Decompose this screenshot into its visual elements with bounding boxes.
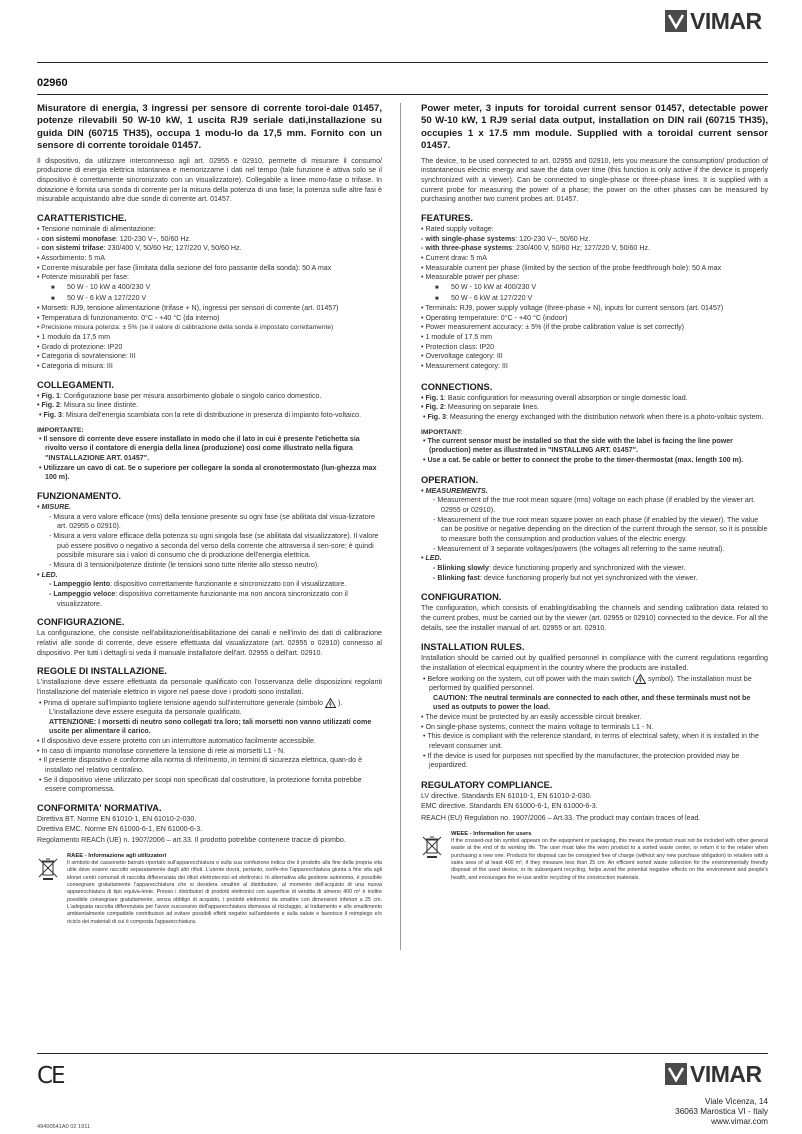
footer-rule: [37, 1053, 768, 1054]
char-item: - con sistemi monofase: 120-230 V~, 50/60 Hz.: [37, 234, 191, 243]
led-item: - Lampeggio veloce: dispositivo correttamente funzionante ma non ancora sincronizzato con il visualizzatore.: [49, 589, 348, 608]
website-link[interactable]: www.vimar.com: [711, 1117, 768, 1126]
feature-item: • 1 module of 17.5 mm: [421, 333, 493, 342]
collegamenti-item: • Fig. 1: Configurazione base per misura assorbimento globale o singolo carico domestico.: [37, 391, 322, 400]
regole-item: • Se il dispositivo viene utilizzato per scopi non specificati dal costruttore, la protezione fornita potrebbe essere compromessa.: [39, 775, 362, 794]
collegamenti-heading: COLLEGAMENTI.: [37, 379, 114, 390]
collegamenti-item: • Fig. 2: Misura su linee distinte.: [37, 401, 139, 410]
installation-rule-item: • This device is compliant with the reference standard, in terms of electrical safety, when it is installed in the relevant consumer unit.: [423, 732, 759, 750]
feature-item: • Power measurement accuracy: ± 5% (if the probe calibration value is set correctly): [421, 323, 685, 332]
header-rule: [37, 62, 768, 63]
char-item: • Potenze misurabili per fase:: [37, 273, 129, 282]
italian-title: Misuratore di energia, 3 ingressi per sensore di corrente toroi-dale 01457, potenze rilevabili 50 W-10 kW, 1 uscita RJ9 seriale dati,installazione su guida DIN (60715 TH35), occupa 1 modu-lo da 17,5 mm. Fornito con un sensore di corrente toroidale 01457.: [37, 103, 382, 152]
feature-item: • Terminals: RJ9, power supply voltage (three-phase + N), inputs for current sensors (art. 01457): [421, 304, 724, 313]
ce-mark: CE: [37, 1063, 64, 1089]
measurements-item: - Measurement of the true root mean square (rms) voltage on each phase (if enabled by the viewer art. 02955 or 02910).: [433, 496, 756, 514]
regulatory-item: EMC directive. Standards EN 61000-6-1, EN 61000-6-3.: [421, 801, 598, 810]
installation-rule-item: • On single-phase systems, connect the mains voltage to terminals L1 - N.: [421, 722, 654, 731]
char-item: • Categoria di sovratensione: III: [37, 352, 136, 361]
regole-note: L'installazione deve essere eseguita da personale qualificato.: [49, 708, 242, 717]
raee-block: [37, 853, 382, 926]
operation-heading: OPERATION.: [421, 474, 479, 485]
vimar-logo-icon: [665, 10, 687, 32]
char-item: • Grado di protezione: IP20: [37, 342, 123, 351]
vimar-logo-icon: [665, 1063, 687, 1085]
feature-item: - with single-phase systems: 120-230 V~, 50/60 Hz.: [421, 234, 591, 243]
misure-item: - Misura a vero valore efficace della potenza su ogni singola fase (se abilitata dal visualizzatore). Il valore può essere positivo o negativo a seconda del verso della corrente che attraversa il sen-sore; è quindi possibile misurare sia i valori di consumo che di produzione dell'energia elettrica.: [49, 531, 379, 560]
footer-brand-name: VIMAR: [690, 1061, 762, 1087]
char-item: • Categoria di misura: III: [37, 362, 113, 371]
regulatory-item: REACH (EU) Regulation no. 1907/2006 – Art.33. The product may contain traces of lead.: [421, 814, 701, 823]
misure-item: - Misura di 3 tensioni/potenze distinte (le tensioni sono tutte riferite allo stesso neutro).: [49, 560, 320, 569]
char-power-item: ■ 50 W - 10 kW a 400/230 V: [37, 283, 382, 294]
weee-block: [421, 831, 768, 882]
feature-power-item: ■ 50 W - 10 kW at 400/230 V: [421, 283, 768, 294]
char-item: • Precisione misura potenza: ± 5% (se il valore di calibrazione della sonda è impostato correttamente): [37, 324, 334, 332]
funzionamento-heading: FUNZIONAMENTO.: [37, 491, 122, 501]
led-heading: • LED.: [421, 554, 442, 563]
led-item: - Lampeggio lento: dispositivo correttamente funzionante e sincronizzato con il visualizzatore.: [49, 580, 347, 589]
configurazione-text: La configurazione, che consiste nell'abilitazione/disabilitazione dei canali e nell'invio dei dati di calibrazione relativi alle sonde di corrente, deve essere effettuata dal visualizzatore (art. 02955 o 02910) connesso al dispositivo. Per tutti i dettagli si veda il manuale installatore dell'art. 02955 o dell'art. 02910.: [37, 629, 382, 657]
importante-item: • Utilizzare un cavo di cat. 5e o superiore per collegare la sonda al cronotermostato (lun-ghezza max 100 m).: [39, 463, 377, 482]
conformita-item: Direttiva EMC. Norme EN 61000-6-1, EN 61000-6-3.: [37, 824, 203, 833]
configurazione-heading: CONFIGURAZIONE.: [37, 617, 125, 628]
misure-heading: • MISURE.: [37, 503, 72, 511]
feature-item: • Measurement category: III: [421, 362, 508, 371]
important-item: • The current sensor must be installed so that the side with the label is facing the line power (production) meter as illustrated in "INSTALLING ART. 01457".: [423, 436, 733, 455]
weee-heading: WEEE - Information for users: [451, 830, 532, 837]
raee-text: Il simbolo del cassonetto barrato riportato sull'apparecchiatura o sulla sua confezione indica che il prodotto alla fine della propria vita utile deve essere raccolto separatamente dagli altri rifiuti. L'utente dovrà, pertanto, confe-rire l'apparecchiatura giunta a fine vita agli idonei centri comunali di raccolta differenziata dei rifiuti elettrotecnici ed elettronici. In alternativa alla gestione autonoma, è possibile consegnare gratuitamente l'apparecchiatura che si desidera smaltire al distributore, al momento dell'acquisto di una nuova apparecchiatura di tipo equiva-lente. Presso i distributori di prodotti elettronici con superficie di vendita di almeno 400 m² è inoltre possibile consegnare gratuitamente, senza obbligo di acquisto, i prodotti elettronici da smaltire con dimensioni inferiori a 25 cm. L'adeguata raccolta differenziata per l'avvio successivo dell'apparecchiatura dismessa al riciclaggio, al trattamento e allo smaltimento ambientalmente compatibile contribuisce ad evitare possibili effetti negativi sull'ambiente e sulla salute e favorisce il reimpiego e/o riciclo dei materiali di cui è composta l'apparecchiatura.: [67, 859, 382, 925]
crossed-bin-icon: [421, 831, 451, 882]
code-rule: [37, 94, 768, 95]
measurements-item: - Measurement of 3 separate voltages/powers (the voltages all referring to the same neutral).: [433, 544, 725, 553]
regulatory-heading: REGULATORY COMPLIANCE.: [421, 779, 553, 790]
company-address: [675, 1097, 768, 1127]
installation-rule-item: • Before working on the system, cut off power with the main switch ( symbol). The installation must be performed by qualified personnel.: [423, 674, 752, 693]
measurements-heading: • MEASUREMENTS.: [421, 486, 488, 495]
regulatory-item: LV directive. Standards EN 61010-1, EN 61010-2-030.: [421, 791, 592, 800]
warning-icon: [635, 674, 646, 684]
crossed-bin-icon: [37, 853, 67, 926]
regole-attenzione: ATTENZIONE: I morsetti di neutro sono collegati tra loro; tali morsetti non vanno utilizzati come uscite per alimentare il carico.: [49, 717, 372, 736]
document-id: 49400541A0 02 1911: [37, 1124, 91, 1130]
column-divider: [400, 103, 401, 950]
connections-item: • Fig. 1: Basic configuration for measuring overall absorption or single domestic load.: [421, 393, 688, 402]
feature-item: • Measurable power per phase:: [421, 273, 520, 282]
measurements-item: - Measurement of the true root mean square power on each phase (if enabled by the viewer). The value can be positive or negative depending on the direction of the current through the sensor, so it is possible to measure both the consumption and production values of the electric energy.: [433, 515, 768, 543]
address-line-2: 36063 Marostica VI - Italy: [675, 1107, 768, 1116]
configuration-text: The configuration, which consists of enabling/disabling the channels and sending calibration data related to the current probes, must be carried out by the viewer (art. 02955 or 02910) connected to the device. For all the details, see the installer manual of art. 02955 or art. 02910.: [421, 604, 768, 632]
caratteristiche-heading: CARATTERISTICHE.: [37, 212, 127, 223]
installation-rule-item: • The device must be protected by an easily accessible circuit breaker.: [421, 713, 642, 722]
brand-logo: [665, 10, 762, 32]
char-item: • 1 modulo da 17,5 mm: [37, 333, 111, 342]
led-item: - Blinking slowly: device functioning properly and synchronized with the viewer.: [433, 563, 686, 572]
features-heading: FEATURES.: [421, 212, 473, 223]
feature-item: • Measurable current per phase (limited by the section of the probe feedthrough hole): 50 A max: [421, 263, 722, 272]
installation-rule-item: • If the device is used for purposes not specified by the manufacturer, the protection provided may be jeopardized.: [423, 751, 740, 770]
char-item: • Assorbimento: 5 mA: [37, 253, 105, 262]
led-heading: • LED.: [37, 570, 58, 579]
feature-item: • Overvoltage category: III: [421, 352, 503, 361]
italian-intro: Il dispositivo, da utilizzare interconnesso agli art. 02955 e 02910, permette di misurare il consumo/ produzione di energia elettrica istantanea e memorizzame i dati nel tempo (tale funzione è attiva solo se il dispositivo è correttamente sincronizzato con un visualizzatore). Collegabile a linee mono-fase o trifase. In dotazione è fornita una sonda di corrente per la misura della potenza di una fase; la potenza sulle altre fasi è misurabile acquistando altre due sonde di corrente art. 01457.: [37, 156, 382, 204]
regole-item: • Il presente dispositivo è conforme alla norma di riferimento, in termini di sicurezza elettrica, quan-do è installato nel relativo centralino.: [39, 756, 363, 774]
regole-item: • Il dispositivo deve essere protetto con un interruttore automatico facilmente accessibile.: [37, 737, 316, 745]
installation-rules-heading: INSTALLATION RULES.: [421, 642, 525, 653]
italian-column: [37, 103, 382, 926]
english-column: [421, 103, 768, 882]
warning-icon: [325, 698, 336, 708]
english-title: Power meter, 3 inputs for toroidal current sensor 01457, detectable power 50 W-10 kW, 1 RJ9 serial data output, installation on DIN rail (60715 TH35), occupies 1 x 17.5 mm module. Supplied with a toroidal current sensor 01457.: [421, 103, 768, 152]
configuration-heading: CONFIGURATION.: [421, 592, 502, 603]
char-item: • Tensione nominale di alimentazione:: [37, 224, 156, 233]
connections-heading: CONNECTIONS.: [421, 381, 493, 392]
importante-heading: IMPORTANTE:: [37, 426, 84, 434]
misure-item: - Misura a vero valore efficace (rms) della tensione presente su ogni fase (se abilitata dal visua-lizzatore art. 02955 o 02910).: [49, 512, 375, 531]
char-item: • Corrente misurabile per fase (limitata dalla sezione del foro passante della sonda): 50 A max: [37, 263, 332, 272]
led-item: - Blinking fast: device functioning properly but not yet synchronized with the viewer.: [433, 573, 698, 582]
installation-caution: CAUTION: The neutral terminals are connected to each other, and these terminals must not be used as outputs to power the load.: [433, 693, 751, 712]
feature-item: • Rated supply voltage:: [421, 224, 494, 233]
product-code: 02960: [37, 77, 68, 89]
connections-item: • Fig. 3: Measuring the energy exchanged with the distribution network when there is a photo-voltaic system.: [423, 413, 764, 422]
feature-item: • Protection class: IP20: [421, 342, 495, 351]
installation-rules-intro: Installation should be carried out by qualified personnel in compliance with the current regulations regarding the installation of electrical equipment in the country where the products are installed.: [421, 654, 768, 672]
important-heading: IMPORTANT:: [421, 428, 463, 436]
collegamenti-item: • Fig. 3: Misura dell'energia scambiata con la rete di distribuzione in presenza di impianto foto-voltaico.: [39, 411, 362, 420]
regole-heading: REGOLE DI INSTALLAZIONE.: [37, 666, 167, 677]
regole-item: • In caso di impianto monofase connettere la tensione di rete ai morsetti L1 - N.: [37, 746, 286, 755]
footer-brand-logo: [665, 1063, 762, 1085]
char-item: - con sistemi trifase: 230/400 V, 50/60 Hz; 127/220 V, 50/60 Hz.: [37, 244, 242, 253]
regole-item: • Prima di operare sull'impianto togliere tensione agendo sull'interruttore generale (simbolo ).: [39, 698, 343, 707]
conformita-heading: CONFORMITA' NORMATIVA.: [37, 802, 162, 813]
weee-text: If the crossed-out bin symbol appears on the equipment or packaging, this means the product must not be included with other general waste at the end of its working life. The user must take the worn product to a sorted waste center, or return it to the retailer when purchasing a new one. Products for disposal can be consigned free of charge (without any new purchase obligation) to retailers with a sales area of at least 400 m², if they measure less than 25 cm. An efficient sorted waste collection for the environmentally friendly disposal of the used device, or its subsequent recycling, helps avoid the potential negative effects on the environment and people's health, and encourages the re-use and/or recycling of the construction materials.: [451, 837, 768, 881]
char-item: • Temperatura di funzionamento: 0°C - +40 °C (da interno): [37, 313, 220, 322]
english-intro: The device, to be used connected to art. 02955 and 02910, lets you measure the consumption/ production of instantaneous electric energy and save the data over time (this function is only active if the device is properly synchronized with a viewer). Can be connected to single-phase or three-phase lines. It is supplied with a current probe for measuring the power of a phase; the power on the other phases can be measured by purchasing another two current probes art. 01457.: [421, 156, 768, 204]
regole-intro: L'installazione deve essere effettuata da personale qualificato con l'osservanza delle disposizioni regolanti l'installazione del materiale elettrico in vigore nel paese dove i prodotti sono installati.: [37, 678, 382, 696]
address-line-1: Viale Vicenza, 14: [705, 1097, 768, 1106]
feature-item: - with three-phase systems: 230/400 V, 50/60 Hz; 127/220 V, 50/60 Hz.: [421, 244, 650, 253]
brand-name: VIMAR: [690, 8, 762, 34]
raee-heading: RAEE - Informazione agli utilizzatori: [67, 852, 167, 859]
importante-item: • Il sensore di corrente deve essere installato in modo che il lato in cui è presente l'etichetta sia rivolto verso il contatore di energia della linea (produzione) così come illustrato nella figura "INSTALLAZIONE ART. 01457".: [39, 434, 360, 463]
char-power-item: ■ 50 W - 6 kW a 127/220 V: [37, 294, 382, 305]
conformita-item: Direttiva BT. Norme EN 61010-1, EN 61010-2-030.: [37, 814, 197, 823]
feature-item: • Current draw: 5 mA: [421, 253, 487, 262]
char-item: • Morsetti: RJ9, tensione alimentazione (trifase + N), ingressi per sensori di corrente (art. 01457): [37, 304, 339, 313]
feature-power-item: ■ 50 W - 6 kW at 127/220 V: [421, 294, 768, 305]
conformita-item: Regolamento REACh (UE) n. 1907/2006 – art.33. Il prodotto potrebbe contenere tracce di piombo.: [37, 836, 346, 845]
feature-item: • Operating temperature: 0°C - +40 °C (indoor): [421, 313, 568, 322]
connections-item: • Fig. 2: Measuring on separate lines.: [421, 403, 540, 412]
important-item: • Use a cat. 5e cable or better to connect the probe to the timer-thermostat (max. length 100 m).: [423, 456, 744, 465]
